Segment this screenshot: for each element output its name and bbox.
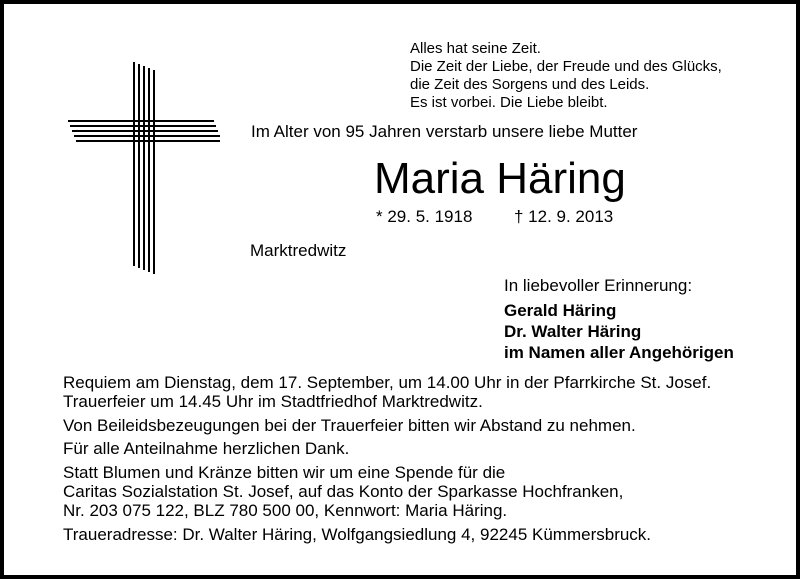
intro-text: Im Alter von 95 Jahren verstarb unsere liebe Mutter	[251, 122, 638, 141]
poem-line: die Zeit des Sorgens und des Leids.	[410, 76, 650, 93]
birth-date: * 29. 5. 1918	[376, 207, 473, 226]
requiem-notice	[63, 373, 711, 411]
mourner-name: im Namen aller Angehörigen	[504, 343, 734, 362]
remembrance-heading: In liebevoller Erinnerung:	[504, 276, 693, 295]
mourner-name: Gerald Häring	[504, 301, 617, 320]
donation-line: Nr. 203 075 122, BLZ 780 500 00, Kennwort: Maria Häring.	[63, 501, 508, 520]
donation-notice	[63, 463, 623, 520]
donation-line: Statt Blumen und Kränze bitten wir um eine Spende für die	[63, 463, 506, 482]
mourner-name: Dr. Walter Häring	[504, 322, 642, 341]
poem-line: Die Zeit der Liebe, der Freude und des Glücks,	[410, 58, 722, 75]
poem-line: Es ist vorbei. Die Liebe bleibt.	[410, 94, 608, 111]
hometown: Marktredwitz	[250, 241, 347, 260]
mourning-address	[63, 525, 651, 544]
cross-icon	[68, 62, 220, 274]
donation-line: Caritas Sozialstation St. Josef, auf das Konto der Sparkasse Hochfranken,	[63, 482, 624, 501]
condolence-line: Von Beileidsbezeugungen bei der Trauerfeier bitten wir Abstand zu nehmen.	[63, 416, 636, 435]
mourners-list	[504, 300, 734, 363]
requiem-line: Requiem am Dienstag, dem 17. September, um 14.00 Uhr in der Pfarrkirche St. Josef.	[63, 373, 712, 392]
deceased-name: Maria Häring	[374, 154, 626, 203]
condolence-notice	[63, 416, 636, 435]
requiem-line: Trauerfeier um 14.45 Uhr im Stadtfriedhof Marktredwitz.	[63, 392, 483, 411]
death-date: † 12. 9. 2013	[514, 207, 614, 226]
poem-line: Alles hat seine Zeit.	[410, 40, 541, 57]
poem	[410, 40, 722, 112]
thanks-notice	[63, 439, 349, 458]
thanks-line: Für alle Anteilnahme herzlichen Dank.	[63, 439, 350, 458]
address-line: Traueradresse: Dr. Walter Häring, Wolfgangsiedlung 4, 92245 Kümmersbruck.	[63, 525, 652, 544]
